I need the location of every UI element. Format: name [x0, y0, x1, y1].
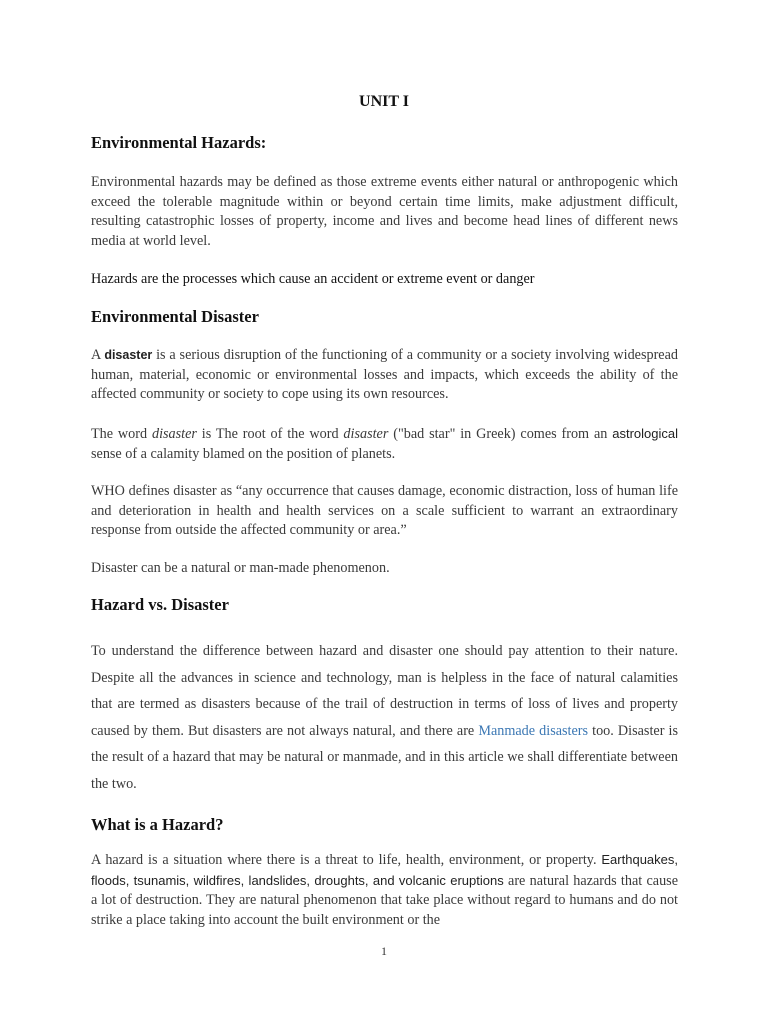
heading-environmental-hazards [91, 133, 678, 153]
paragraph-hazards-definition: Environmental hazards may be defined as those extreme events either natural or anthropogenic which exceed the tolerable magnitude within or beyond certain time limits, make adjustment difficult, resulting catastrophic losses of property, income and lives and become head lines of different news media at world level. [91, 174, 678, 249]
heading-hazard-vs-disaster: Hazard vs. Disaster [91, 595, 229, 614]
bold-term: disaster [104, 348, 153, 362]
text: too. Disaster is the result of a hazard that may be natural or manmade, and in this article we shall differentiate between the two. [91, 722, 678, 792]
paragraph-natural-or-manmade: Disaster can be a natural or man-made phenomenon. [91, 560, 390, 576]
text: are natural hazards that cause a lot of destruction. They are natural phenomenon that take place without regard to humans and do not strike a place taking into account the built environment or the [91, 872, 678, 928]
text: is a serious disruption of the functioning of a community or a society involving widespread human, material, economic or environmental losses and impacts, which exceeds the ability of the affected community or society to cope using its own resources. [91, 347, 678, 402]
text: A hazard is a situation where there is a threat to life, health, environment, or property. [91, 852, 602, 868]
text: ("bad star" in Greek) comes from an [388, 426, 613, 442]
paragraph-hazards-processes: Hazards are the processes which cause an accident or extreme event or danger [91, 271, 535, 287]
text: sense of a calamity blamed on the position of planets. [91, 445, 396, 462]
sans-hazard-list: Earthquakes, floods, tsunamis, wildfires, landslides, droughts, and volcanic eruptions [91, 852, 678, 888]
italic-term: disaster [343, 426, 389, 442]
text: The word [91, 426, 152, 442]
heading-what-is-a-hazard: What is a Hazard? [91, 815, 224, 834]
italic-term: disaster [151, 426, 197, 442]
text: To understand the difference between hazard and disaster one should pay attention to their nature. Despite all the advances in science and technology, man is helpless in the face of natural calamities that are termed as disasters because of the trail of destruction in terms of loss of lives and property caused by them. But disasters are not always natural, and there are [91, 643, 678, 739]
heading-colon: : [260, 133, 267, 152]
heading-environmental-disaster: Environmental Disaster [91, 307, 259, 326]
paragraph-hazard-vs-disaster [91, 638, 678, 797]
paragraph-who-definition: WHO defines disaster as “any occurrence that causes damage, economic distraction, loss of human life and deterioration in health and health services on a scale sufficient to warrant an extraordinary response from outside the affected community or area.” [91, 483, 678, 538]
text: A [91, 347, 105, 363]
sans-term: astrological [612, 426, 678, 441]
paragraph-disaster-definition [91, 346, 678, 405]
heading-text: Environmental Hazards [91, 133, 261, 152]
page-number: 1 [381, 944, 387, 958]
paragraph-disaster-root [91, 424, 678, 464]
unit-title: UNIT I [359, 93, 409, 110]
text: is The root of the word [196, 426, 344, 442]
manmade-disasters-link[interactable]: Manmade disasters [478, 722, 589, 739]
paragraph-what-is-a-hazard [91, 850, 678, 930]
